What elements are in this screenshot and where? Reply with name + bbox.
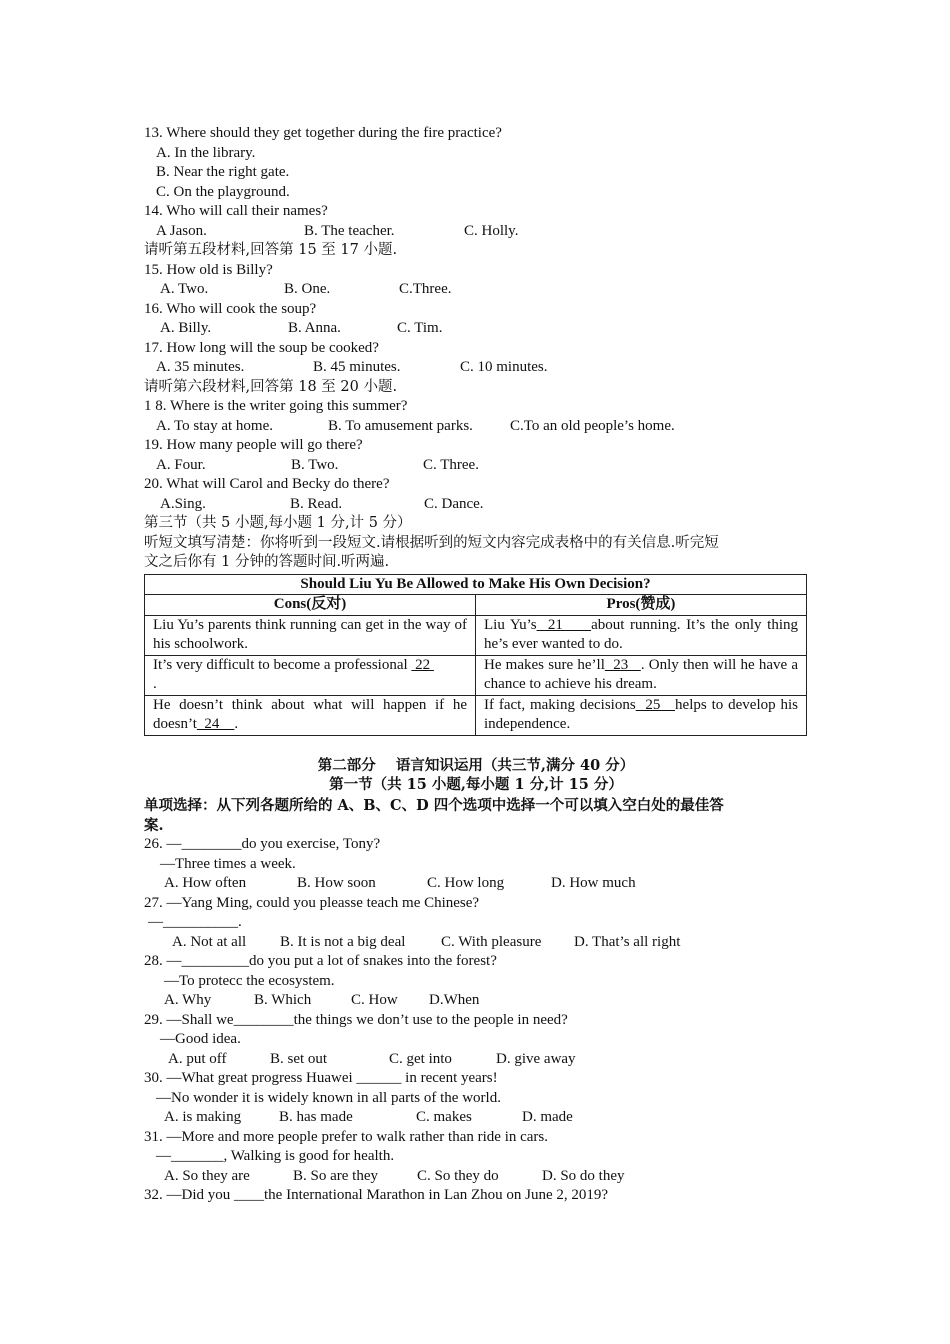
option-18c: C.To an old people’s home. [510, 417, 675, 434]
option-31a: A. So they are [164, 1167, 250, 1184]
table-row [145, 655, 807, 695]
option-31d: D. So do they [542, 1167, 625, 1184]
options-30 [144, 1108, 808, 1128]
question-17: 17. How long will the soup be cooked? [144, 339, 379, 356]
cell-text: . Only then will he have a chance to achieve his dream. [484, 656, 798, 692]
response-31: —_______, Walking is good for health. [156, 1148, 395, 1164]
option-30b: B. has made [279, 1109, 353, 1125]
option-13a: A. In the library. [156, 144, 256, 161]
option-28c: C. How [351, 992, 398, 1008]
cell-text: He doesn’t think about what will happen if he doesn’t [153, 696, 467, 732]
option-29d: D. give away [496, 1050, 576, 1067]
options-15 [144, 280, 808, 300]
section-3-instruction-line1: 听短文填写清楚：你将听到一段短文.请根据听到的短文内容完成表格中的有关信息.听完短 [144, 534, 719, 551]
option-31c: C. So they do [417, 1167, 499, 1184]
options-29 [144, 1050, 808, 1070]
cell-text: . [153, 676, 157, 692]
table-title: Should Liu Yu Be Allowed to Make His Own Decision? [145, 574, 807, 595]
option-19b: B. Two. [291, 456, 339, 473]
response-27: —__________. [148, 914, 242, 930]
cell-text: about running. It’s the only thing he’s ever wanted to do. [484, 616, 799, 652]
options-20 [144, 495, 808, 515]
options-17 [144, 358, 808, 378]
response-29: —Good idea. [160, 1031, 241, 1047]
blank-25: 25 [635, 696, 676, 713]
table-cell [476, 655, 807, 695]
response-28: —To protecc the ecosystem. [164, 972, 335, 989]
option-17b: B. 45 minutes. [313, 359, 401, 375]
option-31b: B. So are they [293, 1167, 378, 1184]
cell-text: helps to develop his independence. [484, 696, 798, 732]
cell-text: It’s very difficult to become a professional [153, 656, 412, 673]
option-17a: A. 35 minutes. [156, 359, 245, 375]
option-27b: B. It is not a big deal [280, 933, 406, 950]
question-14: 14. Who will call their names? [144, 203, 328, 219]
option-16c: C. Tim. [397, 320, 443, 336]
options-18 [144, 417, 808, 437]
options-16 [144, 319, 808, 339]
table-cell [145, 655, 476, 695]
option-29c: C. get into [389, 1050, 452, 1067]
option-16a: A. Billy. [160, 320, 212, 336]
question-30: 30. —What great progress Huawei ______ in recent years! [144, 1070, 498, 1086]
table-cell: Liu Yu’s parents think running can get in the way of his schoolwork. [145, 615, 476, 655]
cell-text: Liu Yu’s [484, 616, 537, 633]
option-30d: D. made [522, 1109, 573, 1125]
option-13b: B. Near the right gate. [156, 164, 290, 180]
blank-24: 24 [196, 716, 235, 732]
question-26: 26. —________do you exercise, Tony? [144, 836, 381, 852]
option-27d: D. That’s all right [574, 933, 681, 950]
option-28a: A. Why [164, 992, 212, 1008]
question-31: 31. —More and more people prefer to walk rather than ride in cars. [144, 1128, 549, 1145]
section-5-instruction: 请听第五段材料,回答第 15 至 17 小题. [144, 242, 398, 258]
question-15: 15. How old is Billy? [144, 261, 273, 278]
option-18a: A. To stay at home. [156, 417, 273, 434]
option-15b: B. One. [284, 281, 331, 297]
question-16: 16. Who will cook the soup? [144, 300, 317, 317]
options-14 [144, 222, 808, 242]
response-26: —Three times a week. [160, 855, 296, 872]
blank-22: 22 [411, 656, 434, 673]
option-27a: A. Not at all [172, 933, 247, 950]
question-20: 20. What will Carol and Becky do there? [144, 476, 390, 492]
option-14a: A Jason. [156, 222, 207, 239]
document-page [144, 124, 808, 1206]
option-19c: C. Three. [423, 456, 479, 473]
question-32: 32. —Did you ____the International Marathon in Lan Zhou on June 2, 2019? [144, 1187, 609, 1203]
table-cell [145, 695, 476, 735]
option-14b: B. The teacher. [304, 222, 395, 239]
part-2-instruction-line1: 单项选择：从下列各题所给的 A、B、C、D 四个选项中选择一个可以填入空白处的最佳答 [144, 796, 724, 814]
cons-header: Cons(反对) [145, 595, 476, 616]
options-28 [144, 991, 808, 1011]
option-20a: A.Sing. [160, 495, 206, 512]
option-26d: D. How much [551, 875, 636, 891]
cell-text: . [234, 716, 239, 732]
option-16b: B. Anna. [288, 320, 341, 336]
options-31 [144, 1167, 808, 1187]
response-30: —No wonder it is widely known in all parts of the world. [156, 1089, 501, 1106]
question-18: 1 8. Where is the writer going this summer? [144, 398, 408, 414]
option-28b: B. Which [254, 992, 312, 1008]
question-27: 27. —Yang Ming, could you pleasse teach me Chinese? [144, 894, 480, 911]
question-19: 19. How many people will go there? [144, 437, 363, 453]
option-26c: C. How long [427, 875, 505, 891]
option-29a: A. put off [168, 1050, 227, 1067]
pros-header: Pros(赞成) [476, 595, 807, 616]
option-15c: C.Three. [399, 281, 452, 297]
option-26a: A. How often [164, 875, 247, 891]
options-19 [144, 456, 808, 476]
option-18b: B. To amusement parks. [328, 417, 473, 434]
part-2-subtitle: 第一节（共 15 小题,每小题 1 分,计 15 分） [329, 776, 623, 793]
option-28d: D.When [429, 992, 480, 1008]
option-29b: B. set out [270, 1050, 328, 1067]
option-27c: C. With pleasure [441, 933, 542, 950]
cell-text: He makes sure he’ll [484, 656, 605, 673]
option-17c: C. 10 minutes. [460, 359, 548, 375]
part-2-instruction-line2: 案. [144, 816, 164, 834]
table-cell [476, 695, 807, 735]
option-30a: A. is making [164, 1109, 242, 1125]
cell-text: If fact, making decisions [484, 696, 636, 713]
question-29: 29. —Shall we________the things we don’t use to the people in need? [144, 1011, 568, 1028]
question-13: 13. Where should they get together during the fire practice? [144, 125, 502, 141]
option-13c: C. On the playground. [156, 183, 290, 200]
option-15a: A. Two. [160, 281, 209, 297]
section-3-title: 第三节（共 5 小题,每小题 1 分,计 5 分） [144, 515, 412, 531]
blank-23: 23 [604, 656, 641, 673]
table-cell [476, 615, 807, 655]
option-26b: B. How soon [297, 875, 376, 891]
option-20b: B. Read. [290, 495, 343, 512]
section-6-instruction: 请听第六段材料,回答第 18 至 20 小题. [144, 378, 398, 395]
table-row [145, 695, 807, 735]
option-14c: C. Holly. [464, 222, 519, 239]
section-3-instruction-line2: 文之后你有 1 分钟的答题时间.听两遍. [144, 554, 390, 570]
option-30c: C. makes [416, 1109, 472, 1125]
question-28: 28. —_________do you put a lot of snakes into the forest? [144, 953, 497, 969]
option-19a: A. Four. [156, 456, 206, 473]
part-2-title: 第二部分 语言知识运用（共三节,满分 40 分） [317, 756, 635, 774]
options-27 [144, 933, 808, 953]
option-20c: C. Dance. [424, 495, 484, 512]
decision-table [144, 574, 807, 736]
blank-21: 21 [536, 616, 592, 633]
table-row [145, 615, 807, 655]
options-26 [144, 874, 808, 894]
